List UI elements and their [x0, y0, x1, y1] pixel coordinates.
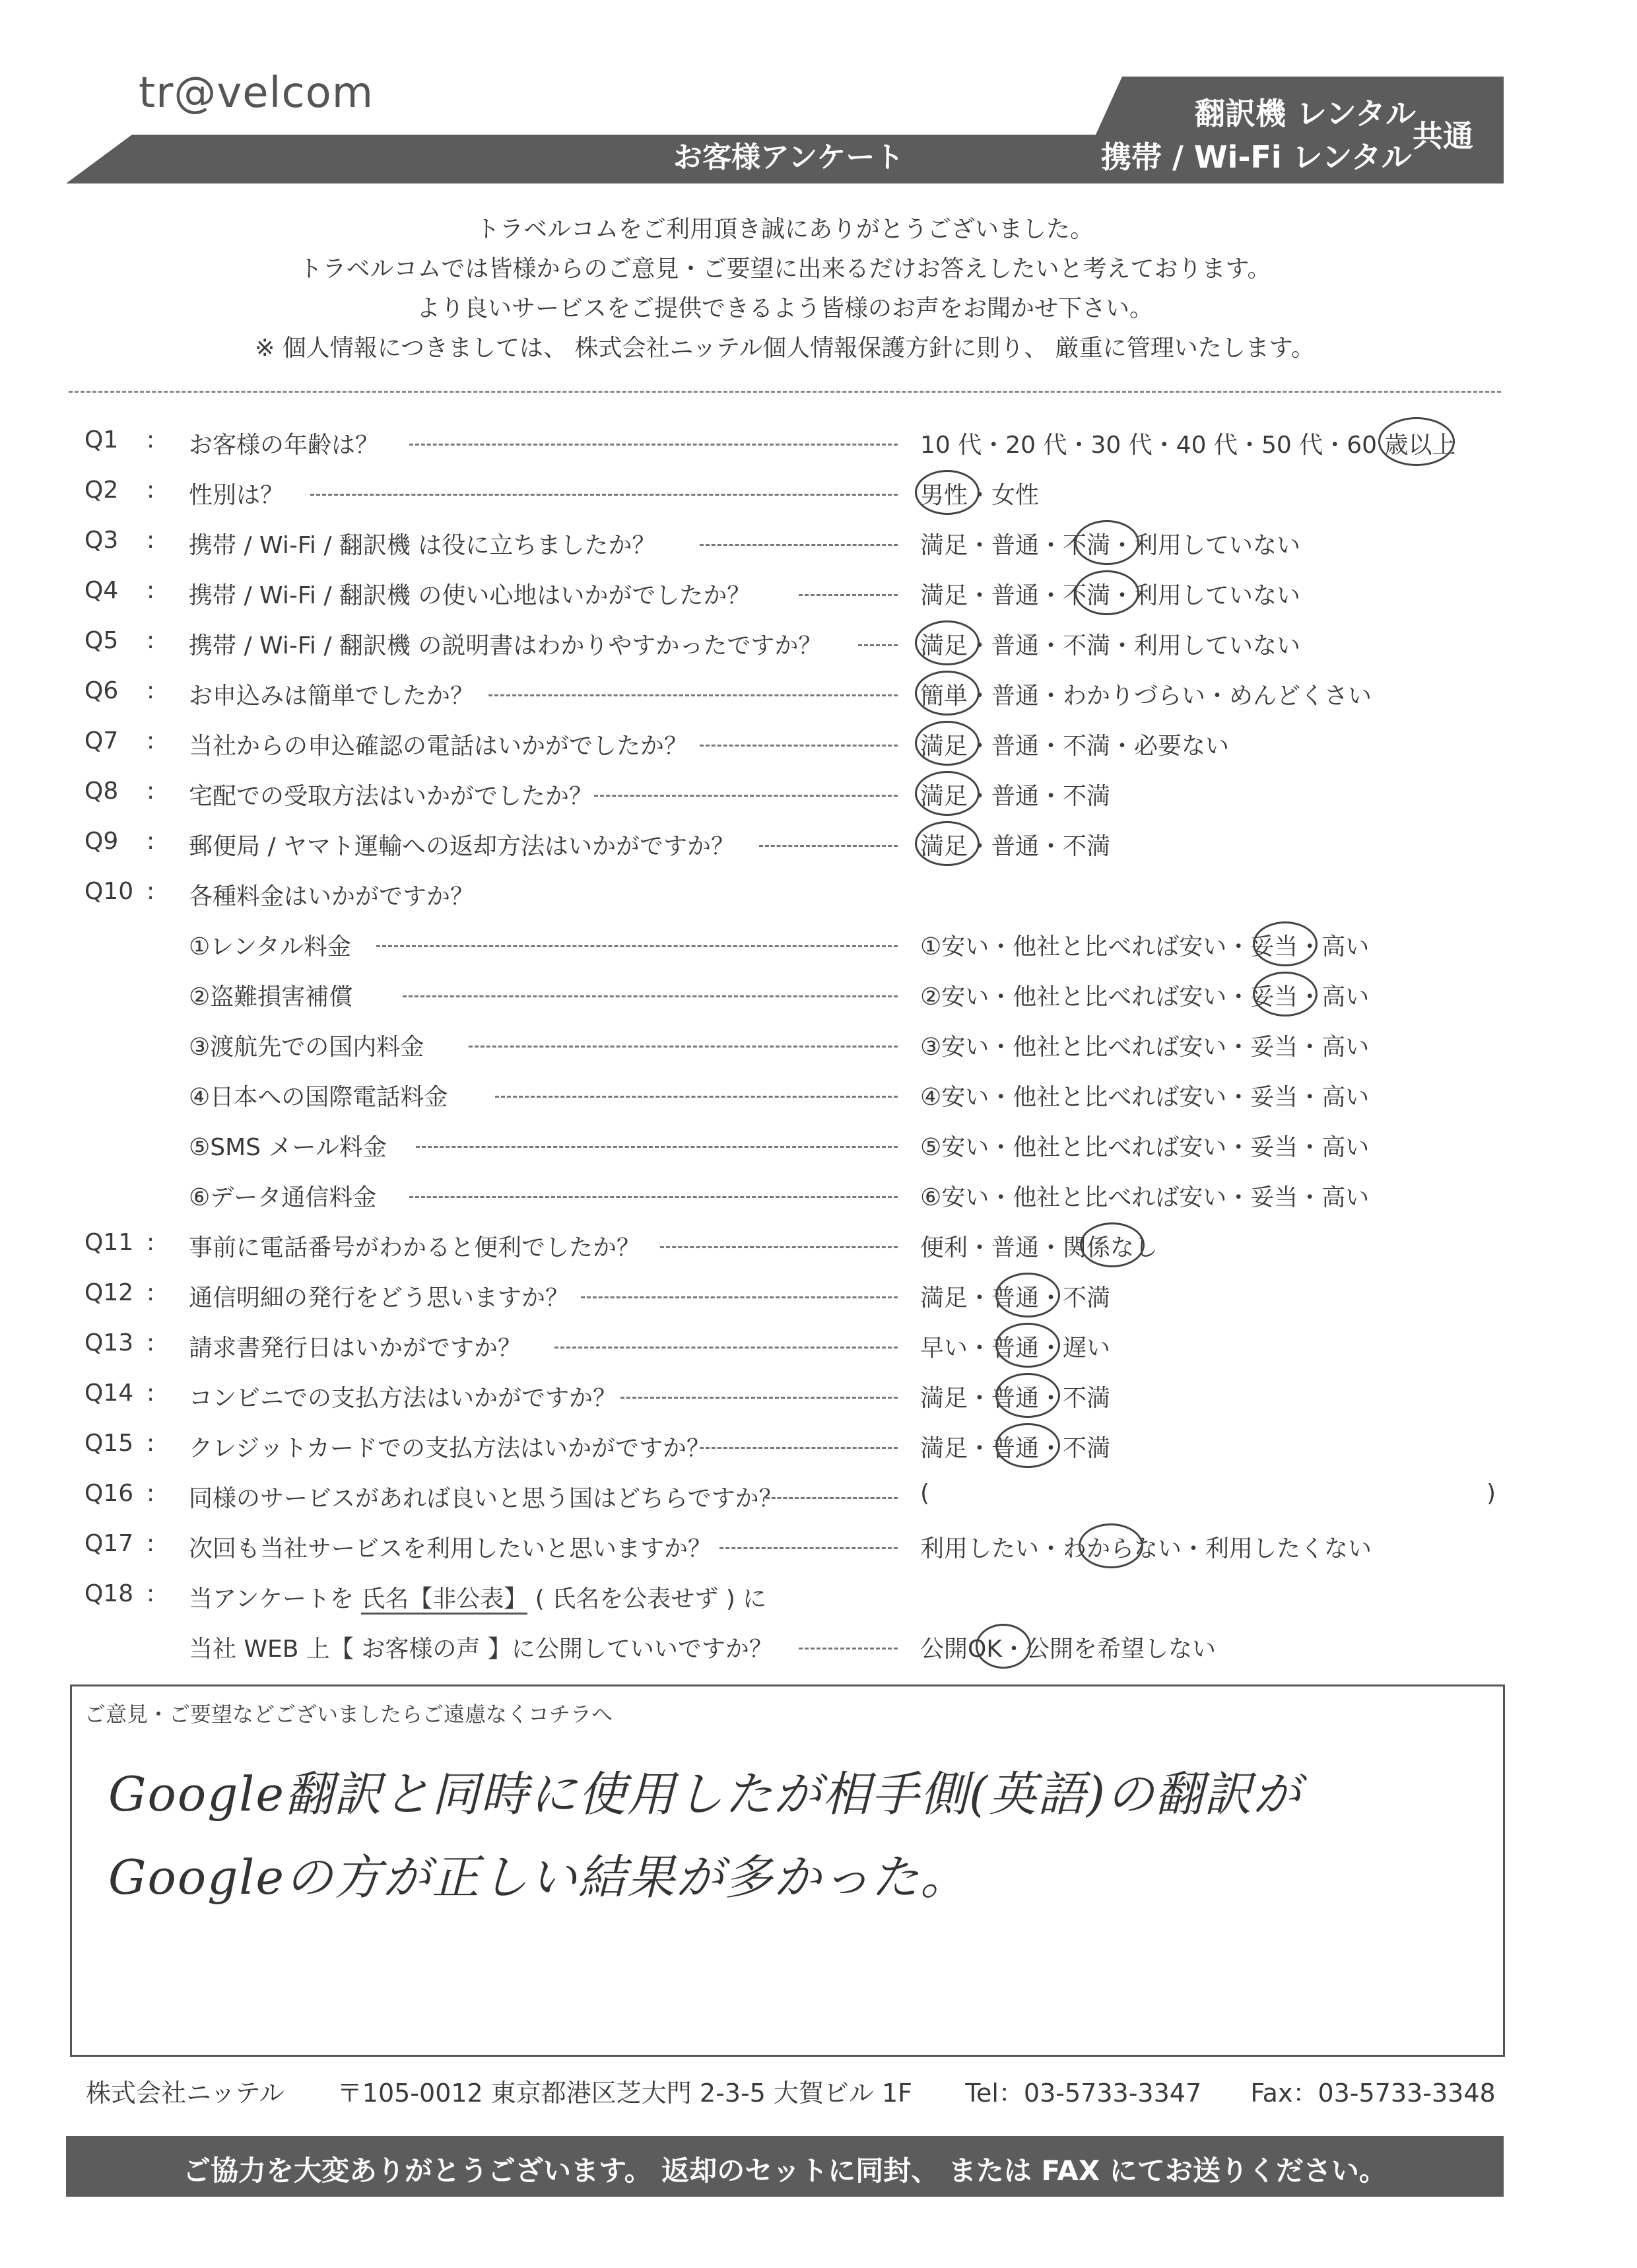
selection-circle: [1253, 921, 1318, 966]
answer-options[interactable]: 満足・普通・不満: [920, 783, 1111, 810]
answer-options[interactable]: ⑤安い・他社と比べれば安い・妥当・高い: [920, 1134, 1370, 1161]
handwritten-comment-line: Google翻訳と同時に使用したが相手側(英語)の翻訳が: [108, 1766, 1302, 1822]
company-fax: Fax：03-5733-3348: [1250, 2079, 1496, 2108]
question-row: Q16 : 同様のサービスがあれば良いと思う国はどちらですか？ ( ): [84, 1480, 1496, 1512]
selection-circle: [915, 470, 980, 515]
question-number: Q16: [84, 1480, 134, 1507]
answer-options[interactable]: 満足・普通・不満: [920, 1385, 1111, 1412]
question-text: 携帯 / Wi-Fi / 翻訳機 の説明書はわかりやすかったですか？: [189, 632, 822, 659]
question-row: Q11 : 事前に電話番号がわかると便利でしたか？ 便利・普通・関係なし: [0, 1229, 1637, 1269]
fee-label: ①レンタル料金: [189, 933, 351, 960]
question-text: お申込みは簡単でしたか？: [189, 683, 475, 710]
question-text: 通信明細の発行をどう思いますか？: [189, 1284, 570, 1312]
comment-label: ご意見・ご要望などございましたらご遠慮なくコチラへ: [84, 1702, 613, 1727]
selection-circle: [915, 771, 980, 816]
question-text: 携帯 / Wi-Fi / 翻訳機 は役に立ちましたか？: [189, 532, 656, 559]
answer-options[interactable]: ②安い・他社と比べれば安い・妥当・高い: [920, 984, 1370, 1011]
service-translator-rental: 翻訳機 レンタル: [1195, 96, 1417, 131]
company-address: 〒105-0012 東京都港区芝大門 2-3-5 大賀ビル 1F: [337, 2079, 913, 2108]
travelcom-logo: tr@velcom: [139, 69, 374, 117]
answer-options[interactable]: 満足・普通・不満: [920, 1284, 1111, 1312]
q18-pre-text: 当アンケートを: [189, 1585, 354, 1613]
q18-line1: [189, 1580, 766, 1614]
answer-options[interactable]: 便利・普通・関係なし: [920, 1234, 1158, 1261]
selection-circle: [1075, 520, 1139, 565]
question-number: Q14: [84, 1380, 134, 1407]
question-row: Q7 : 当社からの申込確認の電話はいかがでしたか？ 満足・普通・不満・必要ない: [0, 727, 1637, 767]
question-text: 同様のサービスがあれば良いと思う国はどちらですか？: [189, 1485, 783, 1512]
selection-circle: [995, 1273, 1060, 1317]
question-row: Q10 : 各種料金はいかがですか？: [84, 878, 475, 910]
fee-label: ②盗難損害補償: [189, 984, 353, 1011]
question-row: [0, 1630, 1637, 1670]
answer-options[interactable]: 満足・普通・不満・利用していない: [920, 582, 1301, 609]
question-number: Q2: [84, 477, 119, 504]
selection-circle: [915, 821, 980, 866]
question-text: 性別は？: [189, 482, 284, 509]
fee-label: ⑤SMS メール料金: [189, 1134, 387, 1161]
intro-line: トラベルコムをご利用頂き誠にありがとうございました。: [475, 216, 1094, 243]
company-info: [86, 2073, 1496, 2109]
intro-line: より良いサービスをご提供できるよう皆様のお声をお聞かせ下さい。: [416, 295, 1153, 322]
answer-options[interactable]: 公開OK・公開を希望しない: [920, 1636, 1216, 1663]
question-row: Q13 : 請求書発行日はいかがですか？ 早い・普通・遅い: [0, 1329, 1637, 1369]
fee-label: ③渡航先での国内料金: [189, 1034, 424, 1061]
selection-circle: [1079, 1523, 1143, 1568]
fee-row: [0, 1079, 1637, 1118]
question-number: Q3: [84, 527, 119, 554]
handwritten-comment-line: Googleの方が正しい結果が多かった。: [108, 1850, 969, 1905]
question-row: Q4 : 携帯 / Wi-Fi / 翻訳機 の使い心地はいかがでしたか？ 満足・普通・不満・利用していない: [0, 577, 1637, 617]
question-row: Q2 : 性別は？ 男性・女性: [0, 477, 1637, 516]
selection-circle: [995, 1423, 1060, 1468]
question-text: コンビニでの支払方法はいかがですか？: [189, 1385, 617, 1412]
question-text: 携帯 / Wi-Fi / 翻訳機 の使い心地はいかがでしたか？: [189, 582, 751, 609]
answer-options[interactable]: 早い・普通・遅い: [920, 1335, 1111, 1362]
question-text: 郵便局 / ヤマト運輸への返却方法はいかがですか？: [189, 833, 735, 860]
selection-circle: [1378, 417, 1455, 466]
q18-post-text: ( 氏名を公表せず ) に: [535, 1585, 767, 1613]
question-number: Q18: [84, 1580, 134, 1607]
question-text: 当社からの申込確認の電話はいかがでしたか？: [189, 733, 688, 760]
question-number: Q4: [84, 577, 119, 604]
selection-circle: [995, 1323, 1060, 1368]
question-text: 宅配での受取方法はいかがでしたか？: [189, 783, 593, 810]
question-number: Q17: [84, 1530, 134, 1557]
question-number: Q13: [84, 1329, 134, 1356]
question-number: Q11: [84, 1229, 134, 1256]
selection-circle: [915, 620, 980, 665]
answer-options[interactable]: ④安い・他社と比べれば安い・妥当・高い: [920, 1084, 1370, 1111]
question-row: Q12 : 通信明細の発行をどう思いますか？ 満足・普通・不満: [0, 1279, 1637, 1319]
question-text: 事前に電話番号がわかると便利でしたか？: [189, 1234, 641, 1261]
intro-text: [66, 210, 1504, 368]
question-number: Q10: [84, 878, 134, 905]
company-tel: Tel：03-5733-3347: [965, 2079, 1202, 2108]
question-text: 当社 WEB 上【 お客様の声 】に公開していいですか？: [189, 1636, 773, 1663]
question-number: Q6: [84, 677, 119, 704]
selection-circle: [976, 1624, 1031, 1669]
q18-name-private: 氏名【非公表】: [361, 1585, 527, 1615]
divider: [69, 391, 1501, 393]
question-text: 各種料金はいかがですか？: [189, 883, 475, 910]
question-text: お客様の年齢は？: [189, 432, 380, 459]
fee-row: [0, 1129, 1637, 1168]
answer-close-paren: ): [1487, 1480, 1496, 1507]
selection-circle: [915, 671, 980, 716]
question-row: Q1 : お客様の年齢は？ 10 代・20 代・30 代・40 代・50 代・60 歳以上: [0, 426, 1637, 466]
footer-thanks: ご協力を大変ありがとうございます。 返却のセットに同封、 または FAX にてお送りください。: [183, 2154, 1387, 2187]
question-row: Q6 : お申込みは簡単でしたか？ 簡単・普通・わかりづらい・めんどくさい: [0, 677, 1637, 717]
answer-options[interactable]: 満足・普通・不満: [920, 833, 1111, 860]
fee-label: ④日本への国際電話料金: [189, 1084, 448, 1111]
question-text: クレジットカードでの支払方法はいかがですか？: [189, 1435, 711, 1462]
answer-options[interactable]: ③安い・他社と比べれば安い・妥当・高い: [920, 1034, 1370, 1061]
fee-row: [0, 1179, 1637, 1218]
question-number: Q7: [84, 727, 119, 754]
question-text: 請求書発行日はいかがですか？: [189, 1335, 522, 1362]
question-row: Q15 : クレジットカードでの支払方法はいかがですか？ 満足・普通・不満: [0, 1430, 1637, 1469]
service-mobile-wifi-rental: 携帯 / Wi-Fi レンタル: [1101, 139, 1412, 175]
answer-options[interactable]: 利用したい・わからない・利用したくない: [920, 1535, 1372, 1562]
answer-options[interactable]: 満足・普通・不満・必要ない: [920, 733, 1230, 760]
answer-options[interactable]: 10 代・20 代・30 代・40 代・50 代・60 歳以上: [920, 432, 1456, 459]
selection-circle: [995, 1373, 1060, 1418]
answer-options[interactable]: ⑥安い・他社と比べれば安い・妥当・高い: [920, 1184, 1370, 1211]
answer-options[interactable]: (: [920, 1480, 930, 1507]
answer-options[interactable]: 満足・普通・不満: [920, 1435, 1111, 1462]
answer-options[interactable]: ①安い・他社と比べれば安い・妥当・高い: [920, 933, 1370, 960]
question-number: Q8: [84, 778, 119, 805]
selection-circle: [915, 721, 980, 766]
survey-title: お客様アンケート: [673, 141, 904, 174]
question-number: Q5: [84, 627, 119, 654]
question-number: Q15: [84, 1430, 134, 1457]
question-text: 次回も当社サービスを利用したいと思いますか？: [189, 1535, 712, 1562]
answer-options[interactable]: 満足・普通・不満・利用していない: [920, 632, 1301, 659]
intro-line: ※ 個人情報につきましては、 株式会社ニッテル個人情報保護方針に則り、 厳重に管理いたします。: [255, 335, 1315, 362]
fee-label: ⑥データ通信料金: [189, 1184, 377, 1211]
intro-line: トラベルコムでは皆様からのご意見・ご要望に出来るだけお答えしたいと考えております。: [298, 255, 1271, 283]
question-number: Q12: [84, 1279, 134, 1306]
fee-row: [0, 928, 1637, 968]
question-row: Q18 : 当アンケートを 氏名【非公表】 ( 氏名を公表せず ) に: [0, 1580, 1637, 1620]
question-row: Q9 : 郵便局 / ヤマト運輸への返却方法はいかがですか？ 満足・普通・不満: [0, 828, 1637, 867]
selection-circle: [1080, 1222, 1145, 1267]
company-name: 株式会社ニッテル: [86, 2079, 284, 2108]
answer-options[interactable]: 簡単・普通・わかりづらい・めんどくさい: [920, 683, 1372, 710]
fee-row: [0, 1028, 1637, 1068]
selection-circle: [1253, 972, 1318, 1017]
question-number: Q1: [84, 426, 119, 453]
fee-row: [0, 978, 1637, 1018]
question-row: Q17 : 次回も当社サービスを利用したいと思いますか？ 利用したい・わからない・利用したくない: [0, 1530, 1637, 1570]
answer-options[interactable]: 満足・普通・不満・利用していない: [920, 532, 1301, 559]
question-row: Q3 : 携帯 / Wi-Fi / 翻訳機 は役に立ちましたか？ 満足・普通・不満・利用していない: [0, 527, 1637, 566]
question-number: Q9: [84, 828, 119, 855]
selection-circle: [1075, 570, 1139, 615]
service-common-label: 共通: [1413, 118, 1473, 154]
question-row: Q8 : 宅配での受取方法はいかがでしたか？ 満足・普通・不満: [0, 778, 1637, 817]
question-row: Q5 : 携帯 / Wi-Fi / 翻訳機 の説明書はわかりやすかったですか？ 満足・普通・不満・利用していない: [0, 627, 1637, 667]
question-row: Q14 : コンビニでの支払方法はいかがですか？ 満足・普通・不満: [0, 1380, 1637, 1419]
answer-options[interactable]: 男性・女性: [920, 482, 1040, 509]
